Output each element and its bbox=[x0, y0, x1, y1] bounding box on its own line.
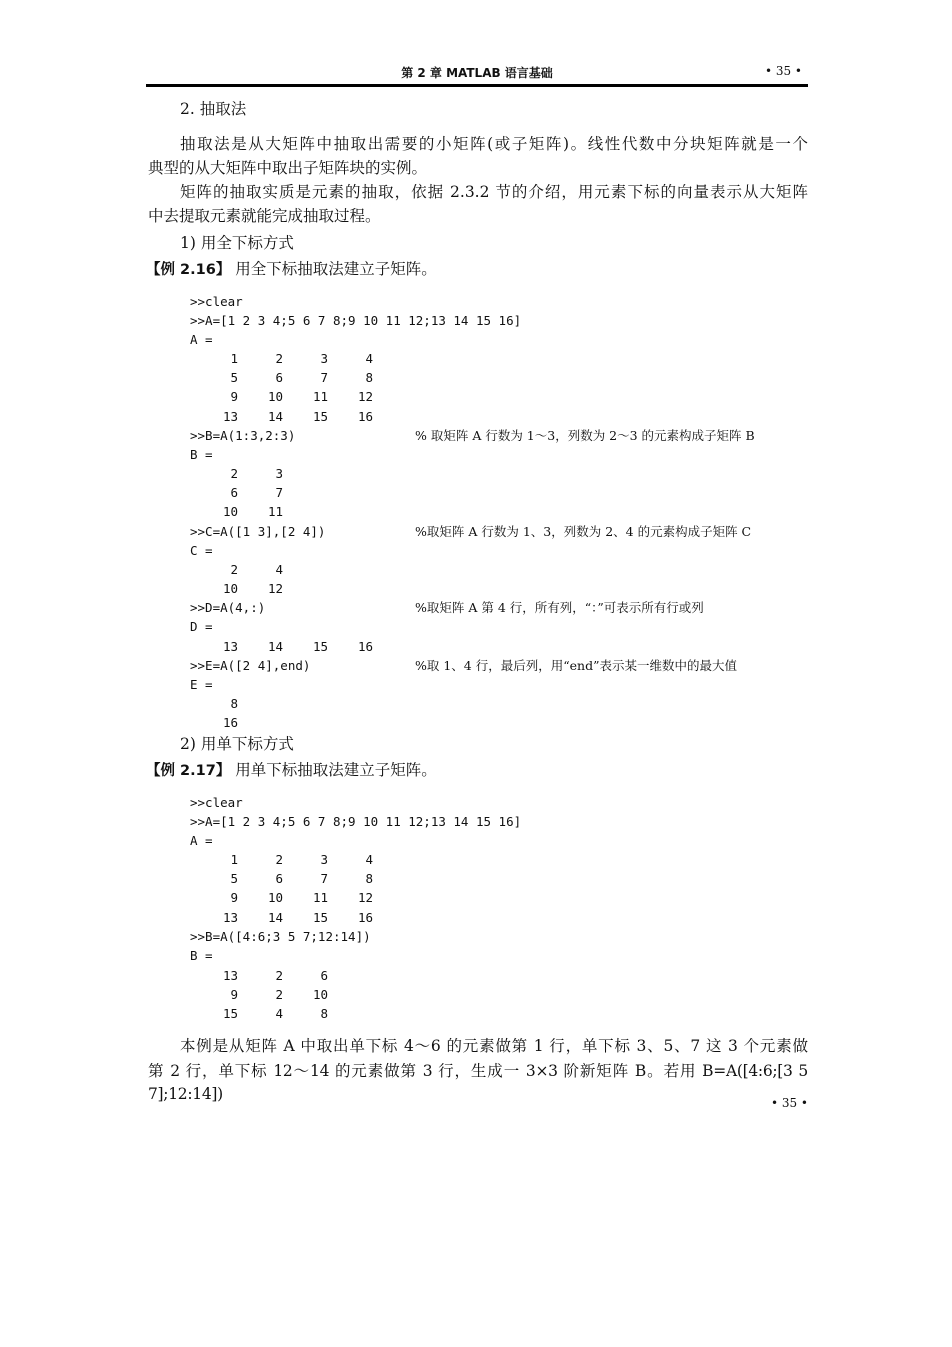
matrix-cell: 8 bbox=[320, 1006, 328, 1022]
matrix-cell: 10 bbox=[267, 389, 283, 405]
matrix-cell: 8 bbox=[230, 696, 238, 711]
matrix-cell: 13 bbox=[222, 639, 238, 654]
matrix-cell: 2 bbox=[275, 987, 283, 1003]
matrix-cell: 9 bbox=[230, 389, 238, 405]
matrix-cell: 15 bbox=[312, 909, 328, 925]
matrix-cell: 7 bbox=[320, 871, 328, 887]
matrix-cell: 2 bbox=[230, 562, 238, 577]
matrix-cell: 4 bbox=[365, 351, 373, 366]
code-line: >>B=A(1:3,2:3) bbox=[190, 428, 296, 443]
matrix-cell: 10 bbox=[222, 581, 238, 597]
paragraph-line: 抽取法是从大矩阵中抽取出需要的小矩阵(或子矩阵)。线性代数中分块矩阵就是一个 bbox=[180, 135, 808, 153]
paragraph-line: 矩阵的抽取实质是元素的抽取，依据 2.3.2 节的介绍，用元素下标的向量表示从大矩阵 bbox=[180, 183, 808, 201]
code-line: >>clear bbox=[190, 294, 243, 309]
code-line: B = bbox=[190, 447, 213, 462]
matrix-cell: 16 bbox=[357, 909, 373, 925]
matrix-cell: 13 bbox=[222, 968, 238, 983]
matrix-cell: 6 bbox=[275, 370, 283, 386]
code-line: >>A=[1 2 3 4;5 6 7 8;9 10 11 12;13 14 15 16] bbox=[190, 814, 522, 829]
matrix-cell: 16 bbox=[357, 408, 373, 424]
matrix-cell: 1 bbox=[230, 852, 238, 867]
code-line: D = bbox=[190, 619, 213, 634]
matrix-cell: 10 bbox=[222, 504, 238, 520]
matrix-cell: 12 bbox=[357, 389, 373, 405]
matrix-cell: 12 bbox=[357, 890, 373, 906]
matrix-cell: 15 bbox=[222, 1006, 238, 1022]
matrix-cell: 3 bbox=[320, 852, 328, 867]
example-text: 用全下标抽取法建立子矩阵。 bbox=[230, 260, 437, 278]
code-comment: % 取矩阵 A 行数为 1～3，列数为 2～3 的元素构成子矩阵 B bbox=[415, 428, 755, 443]
matrix-cell: 7 bbox=[275, 485, 283, 501]
matrix-cell: 14 bbox=[267, 408, 283, 424]
matrix-cell: 11 bbox=[267, 504, 283, 520]
paragraph-line: 典型的从大矩阵中取出子矩阵块的实例。 bbox=[148, 159, 428, 177]
running-header bbox=[146, 60, 808, 88]
matrix-cell: 8 bbox=[365, 370, 373, 386]
matrix-cell: 4 bbox=[275, 562, 283, 577]
matrix-cell: 2 bbox=[275, 968, 283, 983]
matrix-cell: 13 bbox=[222, 408, 238, 424]
header-rule bbox=[146, 84, 808, 87]
matrix-cell: 6 bbox=[230, 485, 238, 501]
matrix-cell: 14 bbox=[267, 909, 283, 925]
matrix-cell: 2 bbox=[275, 351, 283, 366]
code-line: A = bbox=[190, 833, 213, 848]
matrix-cell: 9 bbox=[230, 987, 238, 1003]
chapter-title: 第 2 章 MATLAB 语言基础 bbox=[401, 66, 553, 80]
footer-page-number: • 35 • bbox=[770, 1096, 808, 1110]
code-line: C = bbox=[190, 543, 213, 558]
code-line: A = bbox=[190, 332, 213, 347]
matrix-cell: 3 bbox=[320, 351, 328, 366]
matrix-cell: 15 bbox=[312, 408, 328, 424]
paragraph-line: 本例是从矩阵 A 中取出单下标 4～6 的元素做第 1 行，单下标 3、5、7 这 3 个元素做 bbox=[180, 1037, 808, 1055]
header-page-number: • 35 • bbox=[764, 64, 802, 78]
code-line: E = bbox=[190, 677, 213, 692]
matrix-cell: 8 bbox=[365, 871, 373, 887]
example-heading bbox=[146, 759, 806, 783]
paragraph-line: 第 2 行，单下标 12～14 的元素做第 3 行，生成一 3×3 阶新矩阵 B。若用 B=A([4:6;[3 5 7];12:14]) bbox=[148, 1062, 808, 1103]
example-label: 【例 2.17】 bbox=[146, 763, 231, 779]
matrix-cell: 13 bbox=[222, 909, 238, 925]
code-comment: %取矩阵 A 第 4 行，所有列，“：”可表示所有行或列 bbox=[415, 600, 704, 615]
matrix-cell: 2 bbox=[275, 852, 283, 867]
matrix-cell: 11 bbox=[312, 890, 328, 906]
code-line: >>A=[1 2 3 4;5 6 7 8;9 10 11 12;13 14 15 16] bbox=[190, 313, 522, 328]
code-line: >>E=A([2 4],end) bbox=[190, 658, 311, 673]
code-line: >>clear bbox=[190, 795, 243, 810]
code-comment: %取 1、4 行，最后列，用“end”表示某一维数中的最大值 bbox=[415, 658, 737, 673]
matrix-cell: 6 bbox=[320, 968, 328, 983]
matrix-cell: 9 bbox=[230, 890, 238, 906]
code-line: B = bbox=[190, 948, 213, 963]
matrix-cell: 5 bbox=[230, 370, 238, 386]
matrix-cell: 10 bbox=[312, 987, 328, 1003]
matrix-cell: 14 bbox=[267, 639, 283, 654]
matrix-cell: 3 bbox=[275, 466, 283, 481]
section-heading: 2. 抽取法 bbox=[180, 100, 247, 118]
matrix-cell: 4 bbox=[365, 852, 373, 867]
matrix-cell: 7 bbox=[320, 370, 328, 386]
example-heading bbox=[146, 258, 806, 282]
paragraph-line: 中去提取元素就能完成抽取过程。 bbox=[148, 207, 381, 225]
matrix-cell: 11 bbox=[312, 389, 328, 405]
matrix-cell: 4 bbox=[275, 1006, 283, 1022]
matrix-cell: 16 bbox=[222, 715, 238, 731]
matrix-cell: 15 bbox=[312, 639, 328, 654]
example-label: 【例 2.16】 bbox=[146, 262, 231, 278]
matrix-cell: 16 bbox=[357, 639, 373, 654]
code-line: >>D=A(4,:) bbox=[190, 600, 266, 615]
matrix-cell: 6 bbox=[275, 871, 283, 887]
matrix-cell: 10 bbox=[267, 890, 283, 906]
method-heading: 2) 用单下标方式 bbox=[180, 735, 294, 753]
matrix-cell: 1 bbox=[230, 351, 238, 366]
code-comment: %取矩阵 A 行数为 1、3，列数为 2、4 的元素构成子矩阵 C bbox=[415, 524, 752, 539]
matrix-cell: 2 bbox=[230, 466, 238, 481]
example-text: 用单下标抽取法建立子矩阵。 bbox=[230, 761, 437, 779]
code-line: >>B=A([4:6;3 5 7;12:14]) bbox=[190, 929, 371, 944]
matrix-cell: 5 bbox=[230, 871, 238, 887]
method-heading: 1) 用全下标方式 bbox=[180, 234, 294, 252]
code-line: >>C=A([1 3],[2 4]) bbox=[190, 524, 326, 539]
matrix-cell: 12 bbox=[267, 581, 283, 597]
